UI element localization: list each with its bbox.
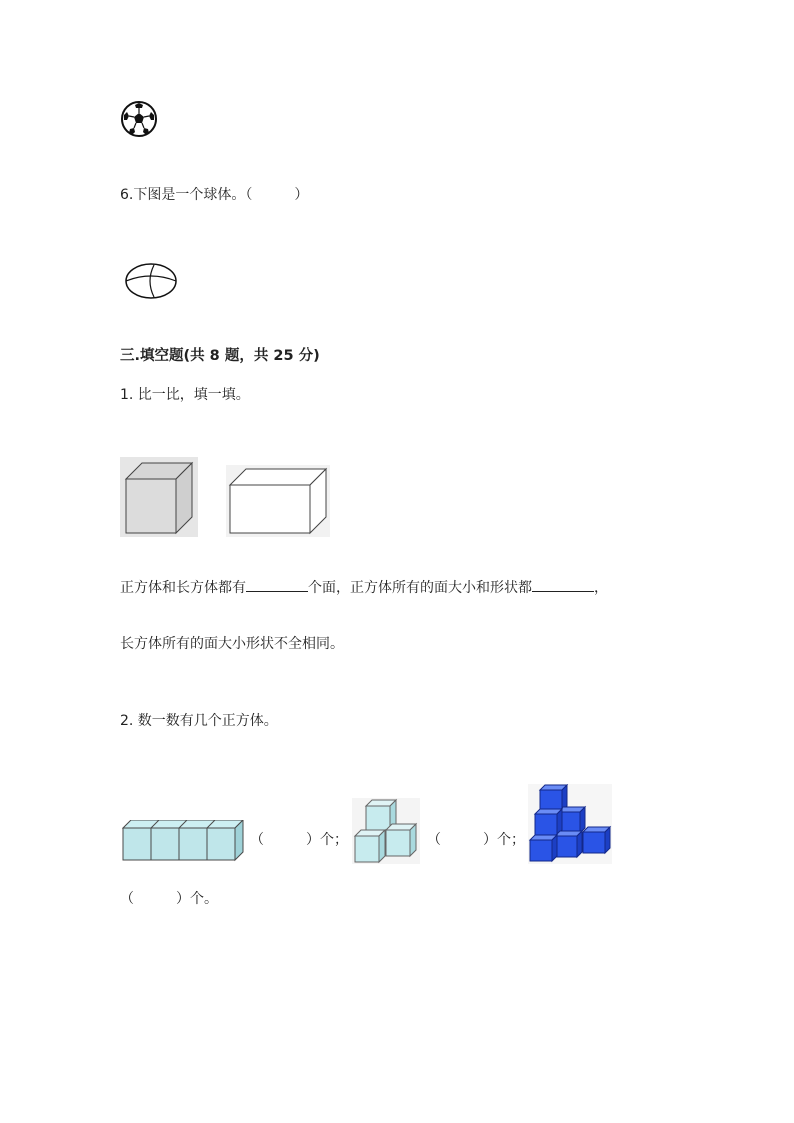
fill-2-answer-1: （ ）个；	[250, 832, 348, 848]
fill-2-title: 2. 数一数有几个正方体。	[120, 713, 278, 729]
cube-image	[120, 457, 198, 537]
fill-2-answer-3: （ ）个。	[120, 891, 218, 907]
blank-face-count[interactable]	[246, 577, 308, 592]
fill-1-sentence-line-2: 长方体所有的面大小形状不全相同。	[120, 636, 344, 652]
fill-1-sentence	[120, 577, 608, 597]
ellipsoid-image	[124, 261, 178, 301]
sentence-part-1: 正方体和长方体都有	[120, 580, 246, 596]
four-cubes-row-image	[122, 820, 244, 862]
fill-1-title: 1. 比一比，填一填。	[120, 387, 250, 403]
three-cubes-stack-image	[352, 798, 420, 864]
sentence-part-3: ，	[594, 580, 608, 596]
blue-cubes-pyramid-image	[528, 784, 612, 864]
soccer-ball-image	[120, 100, 158, 138]
cuboid-image	[226, 465, 330, 537]
fill-2-answer-2: （ ）个；	[427, 832, 525, 848]
sentence-part-2: 个面，正方体所有的面大小和形状都	[308, 580, 532, 596]
section-3-heading: 三.填空题(共 8 题，共 25 分)	[120, 348, 320, 364]
question-6-text: 6.下图是一个球体。（ ）	[120, 187, 309, 203]
blank-cube-faces[interactable]	[532, 577, 594, 592]
